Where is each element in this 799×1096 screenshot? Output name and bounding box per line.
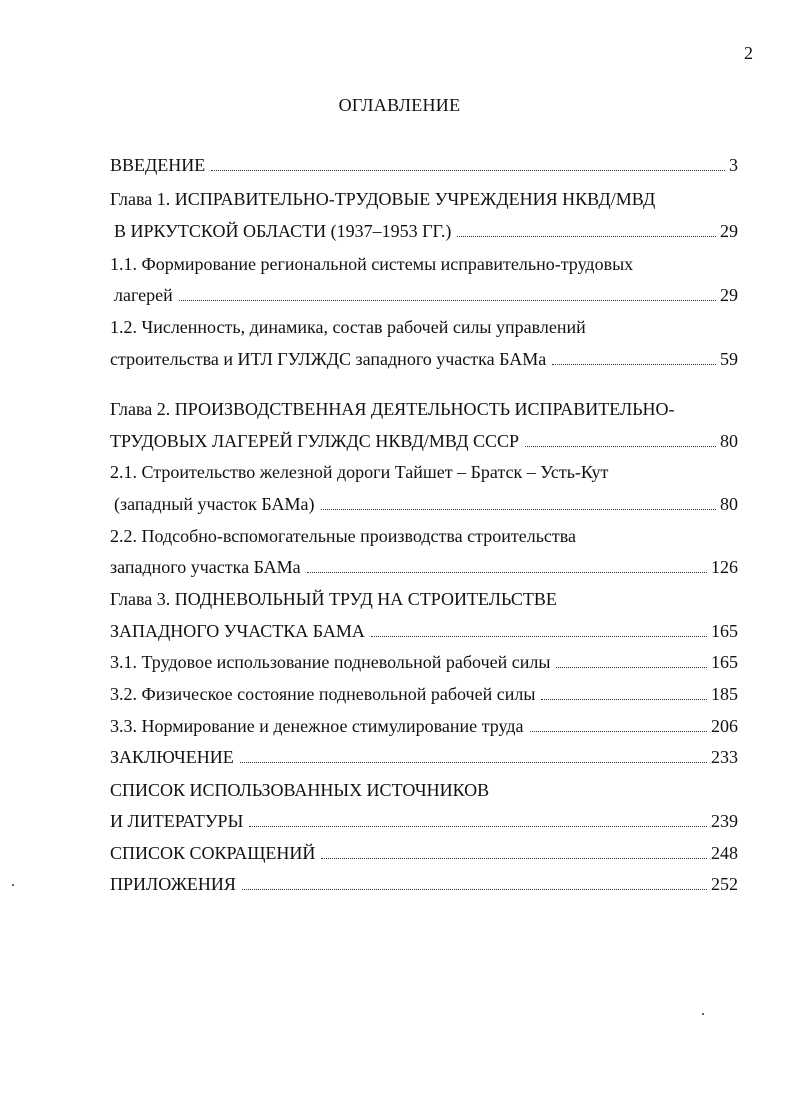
toc-conclusion[interactable] [110, 747, 738, 771]
toc-page: 233 [711, 747, 738, 767]
scan-speck [702, 1013, 704, 1015]
toc-entry-text: В ИРКУТСКОЙ ОБЛАСТИ (1937–1953 ГГ.) [114, 221, 452, 241]
toc-section-2-2[interactable] [110, 557, 738, 581]
toc-page: 239 [711, 811, 738, 831]
toc-entry-intro[interactable] [110, 155, 738, 179]
toc-leader [321, 509, 717, 510]
toc-section-3-2[interactable] [110, 684, 738, 708]
toc-chapter-1[interactable] [110, 221, 738, 245]
toc-section-1-1[interactable] [110, 285, 738, 309]
toc-chapter-3[interactable] [110, 621, 738, 645]
toc-section-2-1-title[interactable] [110, 462, 738, 486]
toc-page: 206 [711, 716, 738, 736]
toc-leader [525, 446, 716, 447]
toc-abbreviations[interactable] [110, 843, 738, 867]
toc-page: 185 [711, 684, 738, 704]
toc-page: 165 [711, 621, 738, 641]
toc-entry-text: 1.2. Численность, динамика, состав рабочей силы управлений [110, 317, 586, 337]
toc-leader [541, 699, 707, 700]
toc-section-1-1-title[interactable] [110, 254, 738, 278]
toc-page: 80 [720, 494, 738, 514]
toc-leader [179, 300, 716, 301]
toc-entry-text: строительства и ИТЛ ГУЛЖДС западного участка БАМа [110, 349, 547, 369]
toc-entry-text: СПИСОК ИСПОЛЬЗОВАННЫХ ИСТОЧНИКОВ [110, 780, 490, 800]
toc-appendices[interactable] [110, 874, 738, 898]
toc-entry-text: Глава 2. ПРОИЗВОДСТВЕННАЯ ДЕЯТЕЛЬНОСТЬ ИСПРАВИТЕЛЬНО- [110, 399, 675, 419]
toc-page: 80 [720, 431, 738, 451]
toc-leader [240, 762, 707, 763]
toc-leader [321, 858, 707, 859]
toc-entry-text: 3.2. Физическое состояние подневольной рабочей силы [110, 684, 536, 704]
toc-leader [556, 667, 707, 668]
toc-sources-title[interactable] [110, 780, 738, 804]
toc-entry-text: ЗАКЛЮЧЕНИЕ [110, 747, 234, 767]
toc-page: 126 [711, 557, 738, 577]
toc-section-2-2-title[interactable] [110, 526, 738, 550]
toc-page: 59 [720, 349, 738, 369]
toc-section-1-2-title[interactable] [110, 317, 738, 341]
page-number: 2 [744, 43, 753, 63]
toc-entry-text: ЗАПАДНОГО УЧАСТКА БАМА [110, 621, 365, 641]
toc-entry-text: лагерей [114, 285, 173, 305]
toc-page: 248 [711, 843, 738, 863]
toc-entry-text: ПРИЛОЖЕНИЯ [110, 874, 236, 894]
toc-entry-text: Глава 3. ПОДНЕВОЛЬНЫЙ ТРУД НА СТРОИТЕЛЬСТВЕ [110, 589, 557, 609]
toc-entry-text: 3.1. Трудовое использование подневольной рабочей силы [110, 652, 551, 672]
scan-speck [12, 884, 14, 886]
toc-chapter-2[interactable] [110, 431, 738, 455]
toc-section-2-1[interactable] [110, 494, 738, 518]
toc-entry-text: (западный участок БАМа) [114, 494, 315, 514]
toc-section-1-2[interactable] [110, 349, 738, 373]
toc-leader [211, 170, 725, 171]
toc-sources[interactable] [110, 811, 738, 835]
toc-chapter-3-title[interactable] [110, 589, 738, 613]
toc-entry-text: Глава 1. ИСПРАВИТЕЛЬНО-ТРУДОВЫЕ УЧРЕЖДЕНИЯ НКВД/МВД [110, 189, 656, 209]
toc-leader [371, 636, 707, 637]
toc-page: 29 [720, 285, 738, 305]
toc-leader [457, 236, 716, 237]
toc-page: 252 [711, 874, 738, 894]
toc-page: 29 [720, 221, 738, 241]
toc-entry-text: 2.1. Строительство железной дороги Тайшет – Братск – Усть-Кут [110, 462, 609, 482]
toc-leader [242, 889, 707, 890]
toc-page: 3 [729, 155, 738, 175]
toc-entry-text: ВВЕДЕНИЕ [110, 155, 206, 175]
toc-entry-text: 3.3. Нормирование и денежное стимулирование труда [110, 716, 524, 736]
toc-entry-text: СПИСОК СОКРАЩЕНИЙ [110, 843, 316, 863]
toc-section-3-3[interactable] [110, 716, 738, 740]
toc-entry-text: ТРУДОВЫХ ЛАГЕРЕЙ ГУЛЖДС НКВД/МВД СССР [110, 431, 520, 451]
toc-leader [249, 826, 707, 827]
toc-entry-text: западного участка БАМа [110, 557, 301, 577]
toc-leader [552, 364, 716, 365]
toc-chapter-1-title[interactable] [110, 189, 738, 213]
toc-section-3-1[interactable] [110, 652, 738, 676]
toc-entry-text: И ЛИТЕРАТУРЫ [110, 811, 244, 831]
toc-page: 165 [711, 652, 738, 672]
toc-leader [307, 572, 707, 573]
toc-chapter-2-title[interactable] [110, 399, 738, 423]
toc-leader [530, 731, 707, 732]
toc-entry-text: 1.1. Формирование региональной системы исправительно-трудовых [110, 254, 634, 274]
page-title: ОГЛАВЛЕНИЕ [338, 95, 461, 115]
toc-entry-text: 2.2. Подсобно-вспомогательные производства строительства [110, 526, 577, 546]
